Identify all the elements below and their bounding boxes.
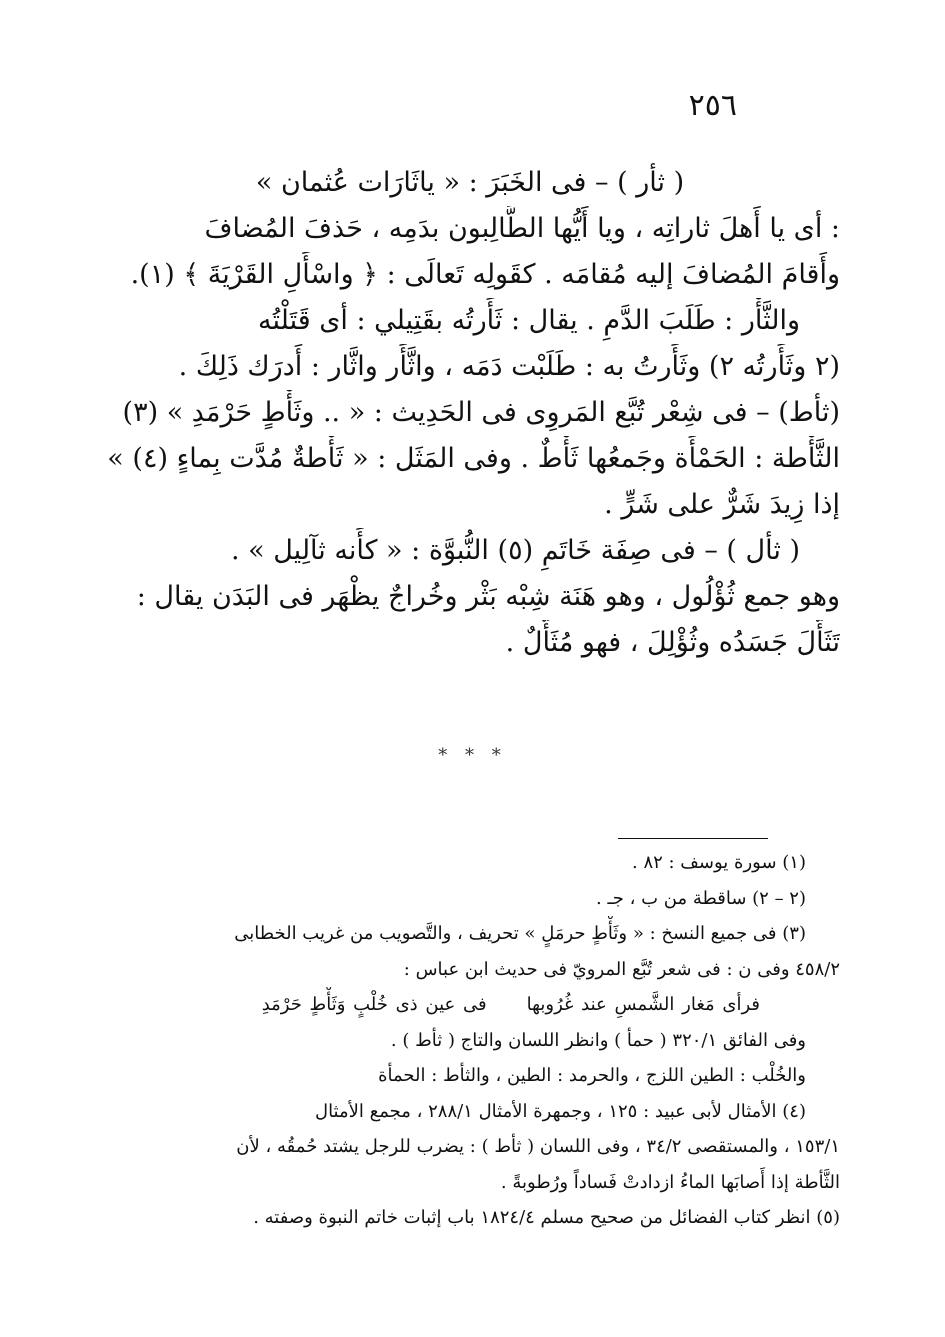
entry-thaar-line: والثَّأْر : طَلَبَ الدَّمِ . يقال : ثَأَرتُه بقَتِيلي : أى قَتَلْتُه [258,305,800,336]
footnote-3-verse [100,987,840,1023]
entry-thaal-line: وهو جمع ثُؤْلُول ، وهو هَنَة شِبْه بَثْر وخُراجٌ يظْهَر فى البَدَن يقال : [136,581,840,612]
footnote-4: (٤) الأمثال لأبى عبيد : ١٢٥ ، وجمهرة الأمثال ٢٨٨/١ ، مجمع الأمثال [314,1100,806,1122]
entry-thaat-line: إذا زِيدَ شَرٌّ على شَرٍّ . [604,489,840,520]
page-number: ٢٥٦ [688,88,737,123]
entry-thaat-heading: (ثأط) – فى شِعْر تُبَّع المَروِى فى الحَدِيث : « .. وثَأْطٍ حَرْمَدِ » (٣) [122,397,840,428]
footnote-rule [618,838,768,839]
footnote-3-line: وفى الفائق ٣٢٠/١ ( حمأ ) وانظر اللسان والتاج ( ثأط ) . [390,1029,806,1051]
footnotes [100,845,840,1236]
footnote-5: (٥) انظر كتاب الفضائل من صحيح مسلم ١٨٢٤/٤ باب إثبات خاتم النبوة وصفته . [253,1207,840,1228]
footnote-4-line: ١٥٣/١ ، والمستقصى ٣٤/٢ ، وفى اللسان ( ثأط ) : يضرب للرجل يشتد حُمقُه ، لأن [236,1136,840,1157]
entry-thaar-line: وأَقامَ المُضافَ إليه مُقامَه . كقَولِه تَعالَى : ﴿ واسْأَلِ القَرْيَةَ ﴾ (١). [130,259,840,290]
footnote-3-line: ٤٥٨/٢ وفى ن : فى شعر تُبَّع المرويّ فى حديث ابن عباس : [403,958,840,980]
footnote-2: (٢ – ٢) ساقطة من ب ، جـ . [596,887,806,909]
entry-thaal-heading: ( ثأل ) – فى صِفَة خَاتَمِ (٥) النُّبوَّة : « كأَنه ثآلِيل » . [230,535,800,566]
entry-thaal-line: تَثَأَّلَ جَسَدُه وثُؤْلِلَ ، فهو مُثَأَّلٌ . [505,627,840,658]
entry-thaar-line: (٢ وثَأَرتُه ٢) وثَأَرتُ به : طَلَبْت دَمَه ، واثَّأَر واثَّار : أَدرَك ذَلِكَ . [178,351,840,382]
verse-second-hemistich: فى عين ذى خُلْبٍ وَثَأْطٍ حَرْمَدِ [261,994,487,1015]
entry-thaar-heading: ( ثأر ) – فى الخَبَرَ : « ياثَارَات عُثمان » [255,167,685,198]
footnote-3: (٣) فى جميع النسخ : « وثَأْطٍ حرمَلٍ » تحريف ، والتَّصويب من غريب الخطابى [234,923,806,944]
footnote-4-line: الثَّأطة إذا أَصابَها الماءُ ازدادتْ فَساداً ورُطوبةً . [500,1171,840,1193]
entry-thaar-line: : أى يا أَهلَ ثاراتِه ، ويا أَيُّها الطَّالِبون بدَمِه ، حَذفَ المُضافَ [204,213,840,244]
footnote-1: (١) سورة يوسف : ٨٢ . [631,852,806,873]
footnote-3-line: والخُلْب : الطين اللزج ، والحرمد : الطين ، والثأط : الحمأة [378,1065,806,1086]
verse-first-hemistich: فرأى مَغار الشَّمسِ عند غُرُوبها [526,994,760,1015]
entry-thaat-line: الثَّأْطة : الحَمْأَة وجَمعُها ثَأْطٌ . وفى المَثَل : « ثَأْطةٌ مُدَّت بِماءٍ (٤) » [107,443,840,474]
main-text [100,160,840,666]
section-separator: * * * [438,745,507,766]
